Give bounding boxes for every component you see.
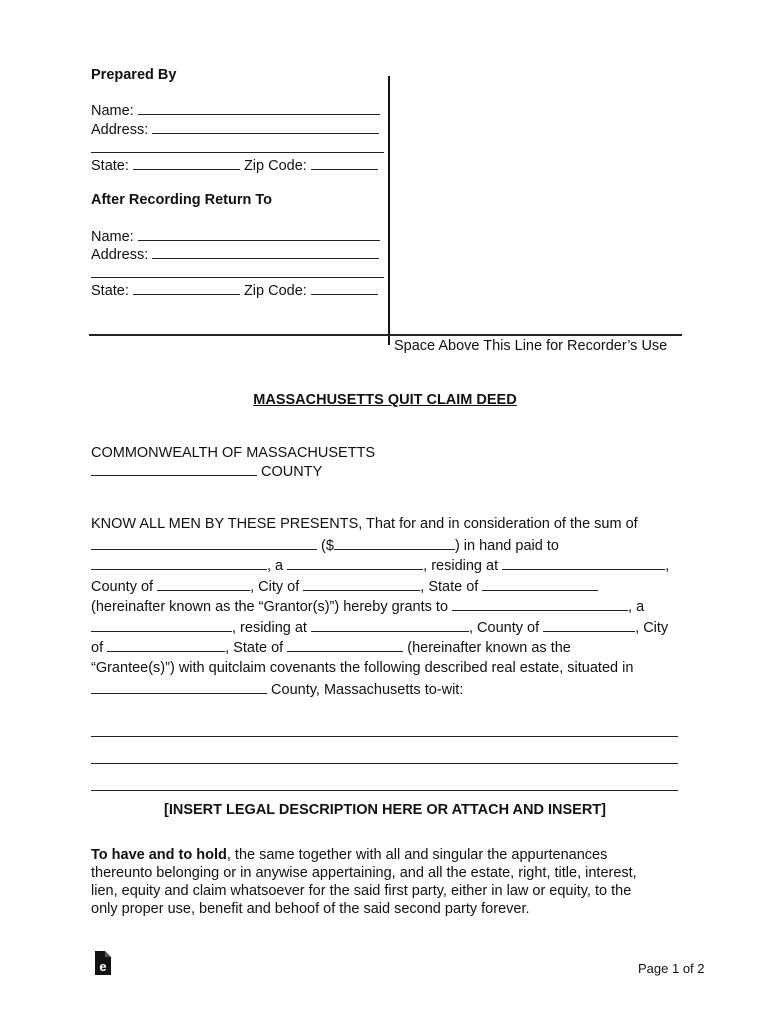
grantor-state-field[interactable] (482, 578, 598, 591)
grantee-city-label: , City (635, 620, 669, 636)
habendum-line-3: lien, equity and claim whatsoever for the said first party, either in law or equity, to the (91, 883, 632, 899)
grantor-county-label: County of (91, 579, 154, 595)
grantee-state-field[interactable] (287, 639, 403, 652)
prepared-by-state-field[interactable] (133, 157, 240, 170)
body-line-9 (91, 681, 463, 698)
return-to-state-label: State: (91, 283, 129, 299)
recorder-vertical-divider (388, 76, 390, 345)
grantee-county-field[interactable] (543, 619, 635, 632)
grantor-state-label: , State of (420, 579, 479, 595)
prepared-by-heading: Prepared By (91, 67, 177, 83)
prepared-by-address-line2[interactable] (91, 152, 384, 153)
document-title: MASSACHUSETTS QUIT CLAIM DEED (253, 392, 517, 408)
svg-text:e: e (99, 959, 107, 974)
body-line-4 (91, 578, 598, 595)
grantee-status-field[interactable] (91, 619, 232, 632)
habendum-line-4: only proper use, benefit and behoof of the said second party forever. (91, 901, 530, 917)
hereinafter-text: (hereinafter known as the (407, 640, 571, 656)
body-line-6 (91, 619, 668, 636)
return-to-name-field[interactable] (138, 228, 380, 241)
return-to-address-row (91, 246, 379, 263)
grantor-name-field[interactable] (91, 557, 267, 570)
consideration-words-field[interactable] (91, 537, 317, 550)
prepared-by-name-label: Name: (91, 103, 134, 119)
return-to-state-row (91, 282, 378, 299)
legal-description-placeholder: [INSERT LEGAL DESCRIPTION HERE OR ATTACH AND INSERT] (164, 802, 606, 818)
recorder-note: Space Above This Line for Recorder’s Use (394, 338, 668, 354)
consideration-amount-field[interactable] (334, 537, 455, 550)
return-to-zip-label: Zip Code: (243, 283, 307, 299)
paid-to-text: ) in hand paid to (454, 538, 559, 554)
page-number: Page 1 of 2 (638, 961, 705, 976)
prepared-by-zip-label: Zip Code: (243, 158, 307, 174)
legal-description-line-1[interactable] (91, 736, 678, 737)
grantee-county-label: , County of (469, 620, 540, 636)
return-to-address-line2[interactable] (91, 277, 384, 278)
legal-description-line-3[interactable] (91, 790, 678, 791)
county-field[interactable] (91, 463, 257, 476)
return-to-name-label: Name: (91, 229, 134, 245)
prepared-by-address-row (91, 121, 379, 138)
grantor-residing-text: , residing at (423, 558, 499, 574)
dollar-sign-text: ($ (321, 538, 334, 554)
return-to-heading: After Recording Return To (91, 192, 272, 208)
prepared-by-name-field[interactable] (138, 102, 380, 115)
grantee-city-field[interactable] (107, 639, 225, 652)
grantee-name-field[interactable] (452, 598, 628, 611)
grantor-county-field[interactable] (157, 578, 250, 591)
return-to-state-field[interactable] (133, 282, 240, 295)
prepared-by-state-row (91, 157, 378, 174)
prepared-by-state-label: State: (91, 158, 129, 174)
body-line-3 (91, 557, 669, 574)
body-line-2 (91, 537, 559, 554)
return-to-zip-field[interactable] (311, 282, 378, 295)
grantor-a-text: , a (267, 558, 284, 574)
eforms-logo-icon (94, 950, 112, 976)
prepared-by-address-label: Address: (91, 122, 149, 138)
property-county-field[interactable] (91, 681, 267, 694)
return-to-address-field[interactable] (152, 246, 379, 259)
body-line-7 (91, 639, 571, 656)
prepared-by-address-field[interactable] (152, 121, 379, 134)
grantor-city-label: , City of (250, 579, 300, 595)
legal-description-line-2[interactable] (91, 763, 678, 764)
commonwealth-heading: COMMONWEALTH OF MASSACHUSETTS (91, 445, 376, 461)
prepared-by-name-row (91, 102, 380, 119)
grantor-status-field[interactable] (287, 557, 423, 570)
to-wit-text: County, Massachusetts to-wit: (271, 682, 464, 698)
grantee-residing-text: , residing at (232, 620, 307, 636)
habendum-text-1: , the same together with all and singular the appurtenances (226, 847, 608, 863)
habendum-lead: To have and to hold (91, 847, 227, 863)
grantor-grants-text: (hereinafter known as the “Grantor(s)”) hereby grants to (91, 599, 449, 615)
county-row (91, 463, 322, 480)
grantor-address-field[interactable] (502, 557, 665, 570)
comma-text: , (665, 558, 670, 574)
of-text: of (91, 640, 104, 656)
body-line-1: KNOW ALL MEN BY THESE PRESENTS, That for and in consideration of the sum of (91, 516, 638, 532)
grantor-city-field[interactable] (303, 578, 420, 591)
grantee-a-text: , a (628, 599, 645, 615)
body-line-8: “Grantee(s)”) with quitclaim covenants the following described real estate, situated in (91, 660, 634, 676)
grantee-address-field[interactable] (311, 619, 469, 632)
recorder-horizontal-divider (89, 334, 682, 336)
prepared-by-zip-field[interactable] (311, 157, 378, 170)
return-to-address-label: Address: (91, 247, 149, 263)
habendum-line-2: thereunto belonging or in anywise appertaining, and all the estate, right, title, interest, (91, 865, 637, 881)
grantee-state-label: , State of (225, 640, 284, 656)
county-label: COUNTY (261, 464, 323, 480)
body-line-5 (91, 598, 644, 615)
habendum-line-1 (91, 847, 607, 863)
return-to-name-row (91, 228, 380, 245)
